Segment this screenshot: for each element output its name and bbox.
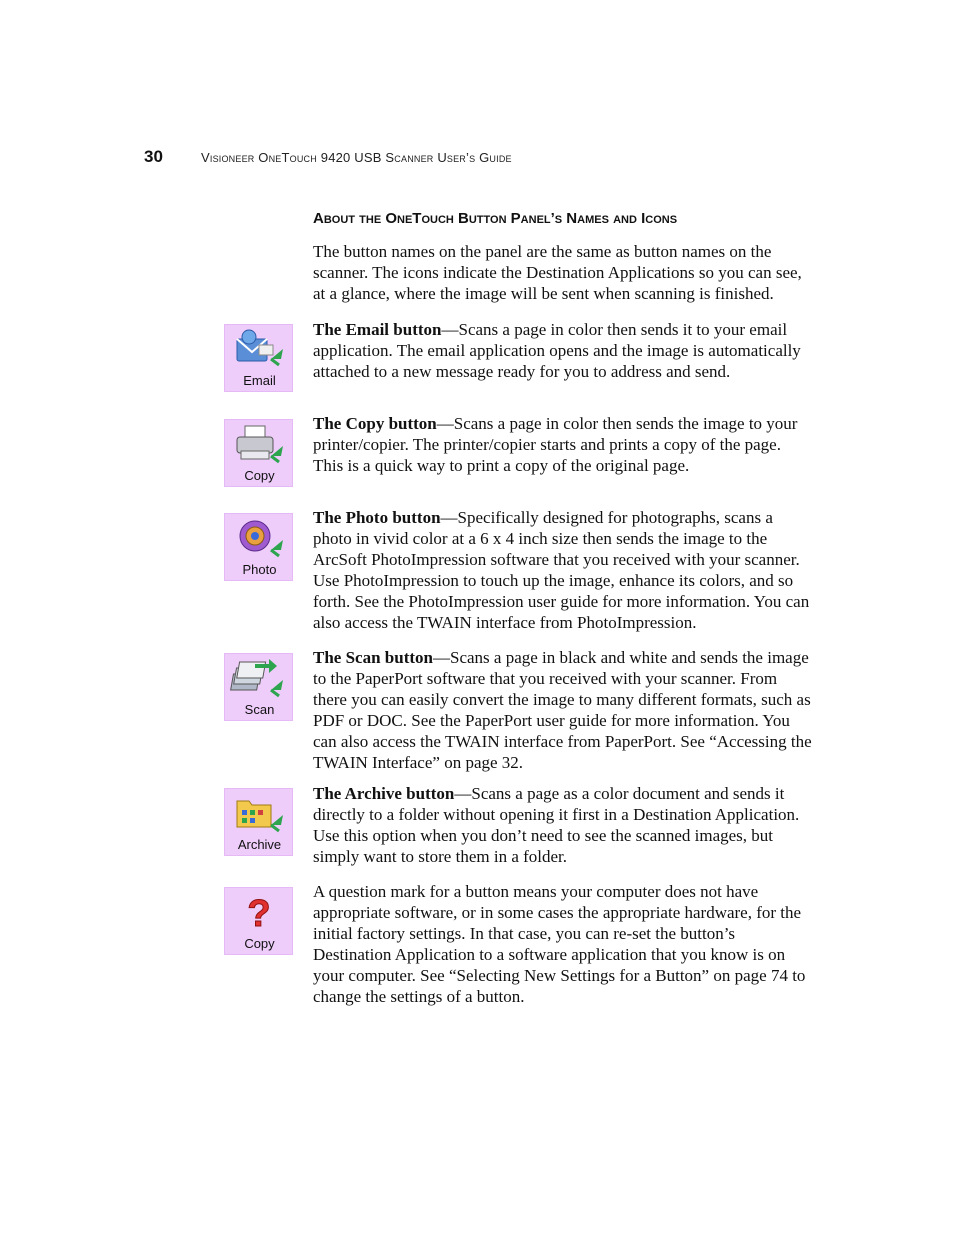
copy-description [313, 413, 813, 476]
question-mark-icon [225, 888, 294, 938]
copy-title: The Copy button [313, 414, 437, 433]
scan-button-tile [224, 653, 293, 721]
scan-button-label: Scan [244, 702, 275, 717]
email-text: —Scans a page in color then sends it to your email application. The email application opens and the image is automatically attached to a new message ready for you to address and send. [313, 320, 801, 381]
unassigned-copy-button-label: Copy [244, 936, 275, 951]
scan-text: —Scans a page in black and white and sends the image to the PaperPort software that you received with your scanner. From there you can easily convert the image to many different formats, such as PDF or DOC. See the PaperPort user guide for more information. You can also access the TWAIN interface from PaperPort. See “Accessing the TWAIN Interface” on page 32. [313, 648, 812, 772]
photo-title: The Photo button [313, 508, 441, 527]
intro-paragraph: The button names on the panel are the same as button names on the scanner. The icons indicate the Destination Applications so you can see, at a glance, where the image will be sent when scanning is finished. [313, 242, 802, 303]
archive-description [313, 783, 813, 867]
email-icon [225, 325, 294, 375]
scan-description [313, 647, 813, 773]
archive-button-tile [224, 788, 293, 856]
running-head: Visioneer OneTouch 9420 USB Scanner User’s Guide [201, 150, 512, 165]
question-mark-description: A question mark for a button means your computer does not have appropriate software, or in some cases the appropriate hardware, for the initial factory settings. In that case, you can re-set the button’s Destination Application to a software application that you know is on your computer. See “Selecting New Settings for a Button” on page 74 to change the settings of a button. [313, 882, 806, 1006]
archive-folder-icon [225, 789, 294, 839]
photo-icon [225, 514, 294, 564]
archive-title: The Archive button [313, 784, 455, 803]
photo-button-label: Photo [242, 562, 277, 577]
photo-button-tile [224, 513, 293, 581]
page-number: 30 [144, 147, 163, 166]
page-header [144, 147, 844, 169]
email-button-tile [224, 324, 293, 392]
photo-text: —Specifically designed for photographs, scans a photo in vivid color at a 6 x 4 inch size then sends the image to the ArcSoft PhotoImpression software that you received with your scanner. Use PhotoImpression to touch up the image, enhance its colors, and so forth. See the PhotoImpression user guide for more information. You can also access the TWAIN interface from PhotoImpression. [313, 508, 810, 632]
scan-icon [225, 654, 294, 704]
scan-title: The Scan button [313, 648, 433, 667]
archive-button-label: Archive [237, 837, 282, 852]
email-description [313, 319, 813, 382]
photo-description [313, 507, 813, 633]
section-title: About the OneTouch Button Panel’s Names and Icons [313, 210, 678, 227]
copy-text: —Scans a page in color then sends the image to your printer/copier. The printer/copier starts and prints a copy of the page. This is a quick way to print a copy of the original page. [313, 414, 798, 475]
email-button-label: Email [243, 373, 276, 388]
archive-text: —Scans a page as a color document and sends it directly to a folder without opening it first in a Destination Application. Use this option when you don’t need to see the scanned images, but simply want to store them in a folder. [313, 784, 800, 866]
copy-button-label: Copy [244, 468, 275, 483]
svg-text:?: ? [247, 893, 271, 935]
printer-icon [225, 420, 294, 470]
unassigned-copy-button-tile [224, 887, 293, 955]
copy-button-tile [224, 419, 293, 487]
email-title: The Email button [313, 320, 442, 339]
